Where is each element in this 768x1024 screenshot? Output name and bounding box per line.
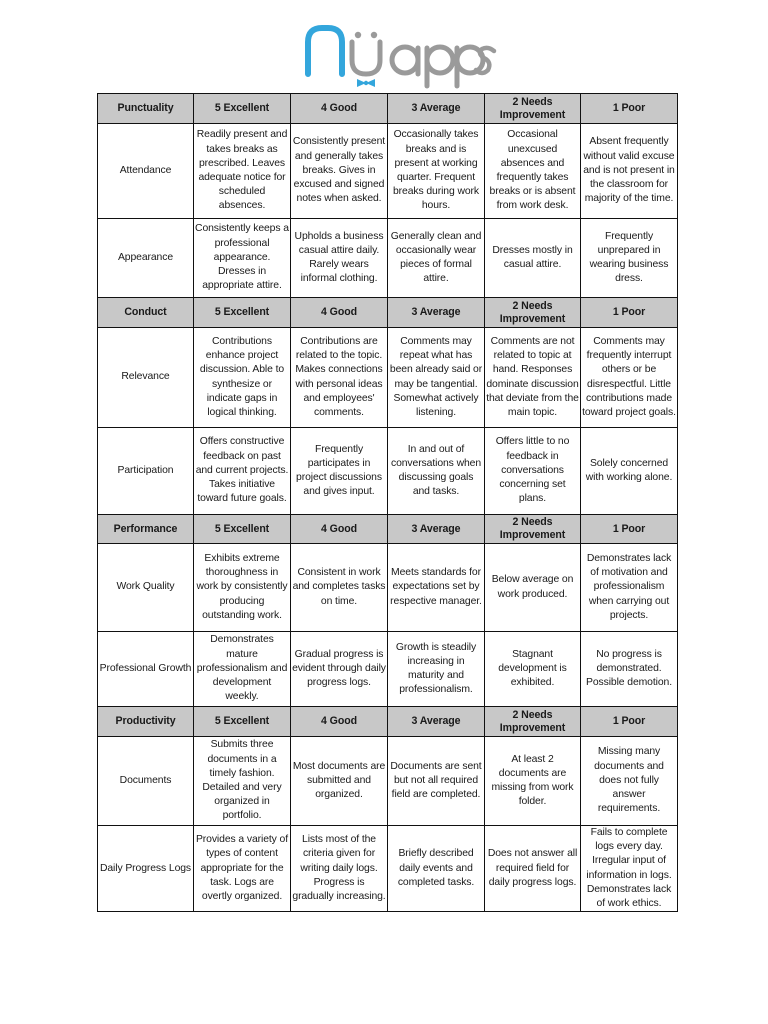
rubric-cell: Briefly described daily events and completed tasks. [388, 826, 485, 912]
rubric-table [97, 93, 678, 912]
level-header: 4 Good [291, 94, 388, 124]
level-header: 5 Excellent [194, 94, 291, 124]
category-header: Punctuality [98, 94, 194, 124]
rubric-cell: Consistent in work and completes tasks on time. [291, 544, 388, 632]
rubric-row [98, 219, 678, 298]
rubric-cell: Solely concerned with working alone. [581, 428, 678, 515]
level-header: 4 Good [291, 707, 388, 737]
section-header-row [98, 515, 678, 544]
rubric-cell: No progress is demonstrated. Possible demotion. [581, 632, 678, 707]
rubric-cell: Frequently unprepared in wearing business dress. [581, 219, 678, 298]
rubric-cell: Comments may frequently interrupt others or be disrespectful. Little contributions made toward project goals. [581, 328, 678, 428]
rubric-row [98, 737, 678, 826]
rubric-cell: Meets standards for expectations set by respective manager. [388, 544, 485, 632]
rubric-cell: Demonstrates mature professionalism and development weekly. [194, 632, 291, 707]
criterion-label: Attendance [98, 124, 194, 219]
rubric-cell: Dresses mostly in casual attire. [485, 219, 581, 298]
level-header: 1 Poor [581, 707, 678, 737]
section-header-row [98, 94, 678, 124]
rubric-cell: Consistently present and generally takes breaks. Gives in excused and signed notes when asked. [291, 124, 388, 219]
rubric-cell: Submits three documents in a timely fashion. Detailed and very organized in portfolio. [194, 737, 291, 826]
rubric-cell: Generally clean and occasionally wear pieces of formal attire. [388, 219, 485, 298]
rubric-cell: Offers constructive feedback on past and current projects. Takes initiative toward future goals. [194, 428, 291, 515]
rubric-cell: Fails to complete logs every day. Irregular input of information in logs. Demonstrates lack of work ethics. [581, 826, 678, 912]
level-header: 2 Needs Improvement [485, 94, 581, 124]
rubric-cell: Stagnant development is exhibited. [485, 632, 581, 707]
rubric-cell: Offers little to no feedback in conversations concerning set plans. [485, 428, 581, 515]
rubric-row [98, 328, 678, 428]
criterion-label: Appearance [98, 219, 194, 298]
rubric-cell: In and out of conversations when discussing goals and tasks. [388, 428, 485, 515]
level-header: 2 Needs Improvement [485, 515, 581, 544]
rubric-cell: Contributions enhance project discussion. Able to synthesize or indicate gaps in logical thinking. [194, 328, 291, 428]
rubric-cell: Missing many documents and does not fully answer requirements. [581, 737, 678, 826]
level-header: 5 Excellent [194, 298, 291, 328]
level-header: 1 Poor [581, 94, 678, 124]
logo-letter-u [352, 42, 380, 74]
rubric-row [98, 428, 678, 515]
rubric-row [98, 632, 678, 707]
level-header: 1 Poor [581, 298, 678, 328]
criterion-label: Daily Progress Logs [98, 826, 194, 912]
rubric-row [98, 544, 678, 632]
category-header: Conduct [98, 298, 194, 328]
rubric-cell: Consistently keeps a professional appearance. Dresses in appropriate attire. [194, 219, 291, 298]
rubric-cell: Absent frequently without valid excuse and is not present in the classroom for majority of the time. [581, 124, 678, 219]
nuapps-logo [300, 18, 500, 90]
criterion-label: Relevance [98, 328, 194, 428]
rubric-row [98, 124, 678, 219]
level-header: 2 Needs Improvement [485, 707, 581, 737]
criterion-label: Professional Growth [98, 632, 194, 707]
category-header: Productivity [98, 707, 194, 737]
criterion-label: Work Quality [98, 544, 194, 632]
level-header: 3 Average [388, 298, 485, 328]
category-header: Performance [98, 515, 194, 544]
rubric-cell: Documents are sent but not all required field are completed. [388, 737, 485, 826]
level-header: 3 Average [388, 515, 485, 544]
rubric-cell: Lists most of the criteria given for writing daily logs. Progress is gradually increasing. [291, 826, 388, 912]
rubric-cell: Demonstrates lack of motivation and professionalism when carrying out projects. [581, 544, 678, 632]
rubric-cell: Does not answer all required field for daily progress logs. [485, 826, 581, 912]
section-header-row [98, 298, 678, 328]
rubric-cell: Gradual progress is evident through daily progress logs. [291, 632, 388, 707]
level-header: 3 Average [388, 707, 485, 737]
rubric-cell: Most documents are submitted and organized. [291, 737, 388, 826]
rubric-cell: Readily present and takes breaks as prescribed. Leaves adequate notice for scheduled absences. [194, 124, 291, 219]
rubric-cell: Exhibits extreme thoroughness in work by consistently producing outstanding work. [194, 544, 291, 632]
rubric-cell: Occasionally takes breaks and is present at working quarter. Frequent breaks during work hours. [388, 124, 485, 219]
rubric-cell: Frequently participates in project discussions and gives input. [291, 428, 388, 515]
rubric-cell: Provides a variety of types of content appropriate for the task. Logs are overtly organized. [194, 826, 291, 912]
level-header: 2 Needs Improvement [485, 298, 581, 328]
logo-letter-n [308, 28, 342, 74]
rubric-cell: Occasional unexcused absences and frequently takes breaks or is absent from work desk. [485, 124, 581, 219]
rubric-cell: Comments may repeat what has been already said or may be tangential. Somewhat actively listening. [388, 328, 485, 428]
level-header: 3 Average [388, 94, 485, 124]
rubric-cell: Growth is steadily increasing in maturity and professionalism. [388, 632, 485, 707]
nuapps-logo-graphic [300, 18, 500, 90]
criterion-label: Participation [98, 428, 194, 515]
level-header: 5 Excellent [194, 515, 291, 544]
rubric-cell: Below average on work produced. [485, 544, 581, 632]
bow-tie-icon [357, 79, 375, 87]
level-header: 1 Poor [581, 515, 678, 544]
criterion-label: Documents [98, 737, 194, 826]
rubric-cell: Comments are not related to topic at hand. Responses dominate discussion that deviate from the main topic. [485, 328, 581, 428]
level-header: 4 Good [291, 298, 388, 328]
rubric-cell: Contributions are related to the topic. Makes connections with personal ideas and employees' comments. [291, 328, 388, 428]
rubric-cell: Upholds a business casual attire daily. Rarely wears informal clothing. [291, 219, 388, 298]
level-header: 4 Good [291, 515, 388, 544]
rubric-cell: At least 2 documents are missing from work folder. [485, 737, 581, 826]
rubric-row [98, 826, 678, 912]
section-header-row [98, 707, 678, 737]
level-header: 5 Excellent [194, 707, 291, 737]
